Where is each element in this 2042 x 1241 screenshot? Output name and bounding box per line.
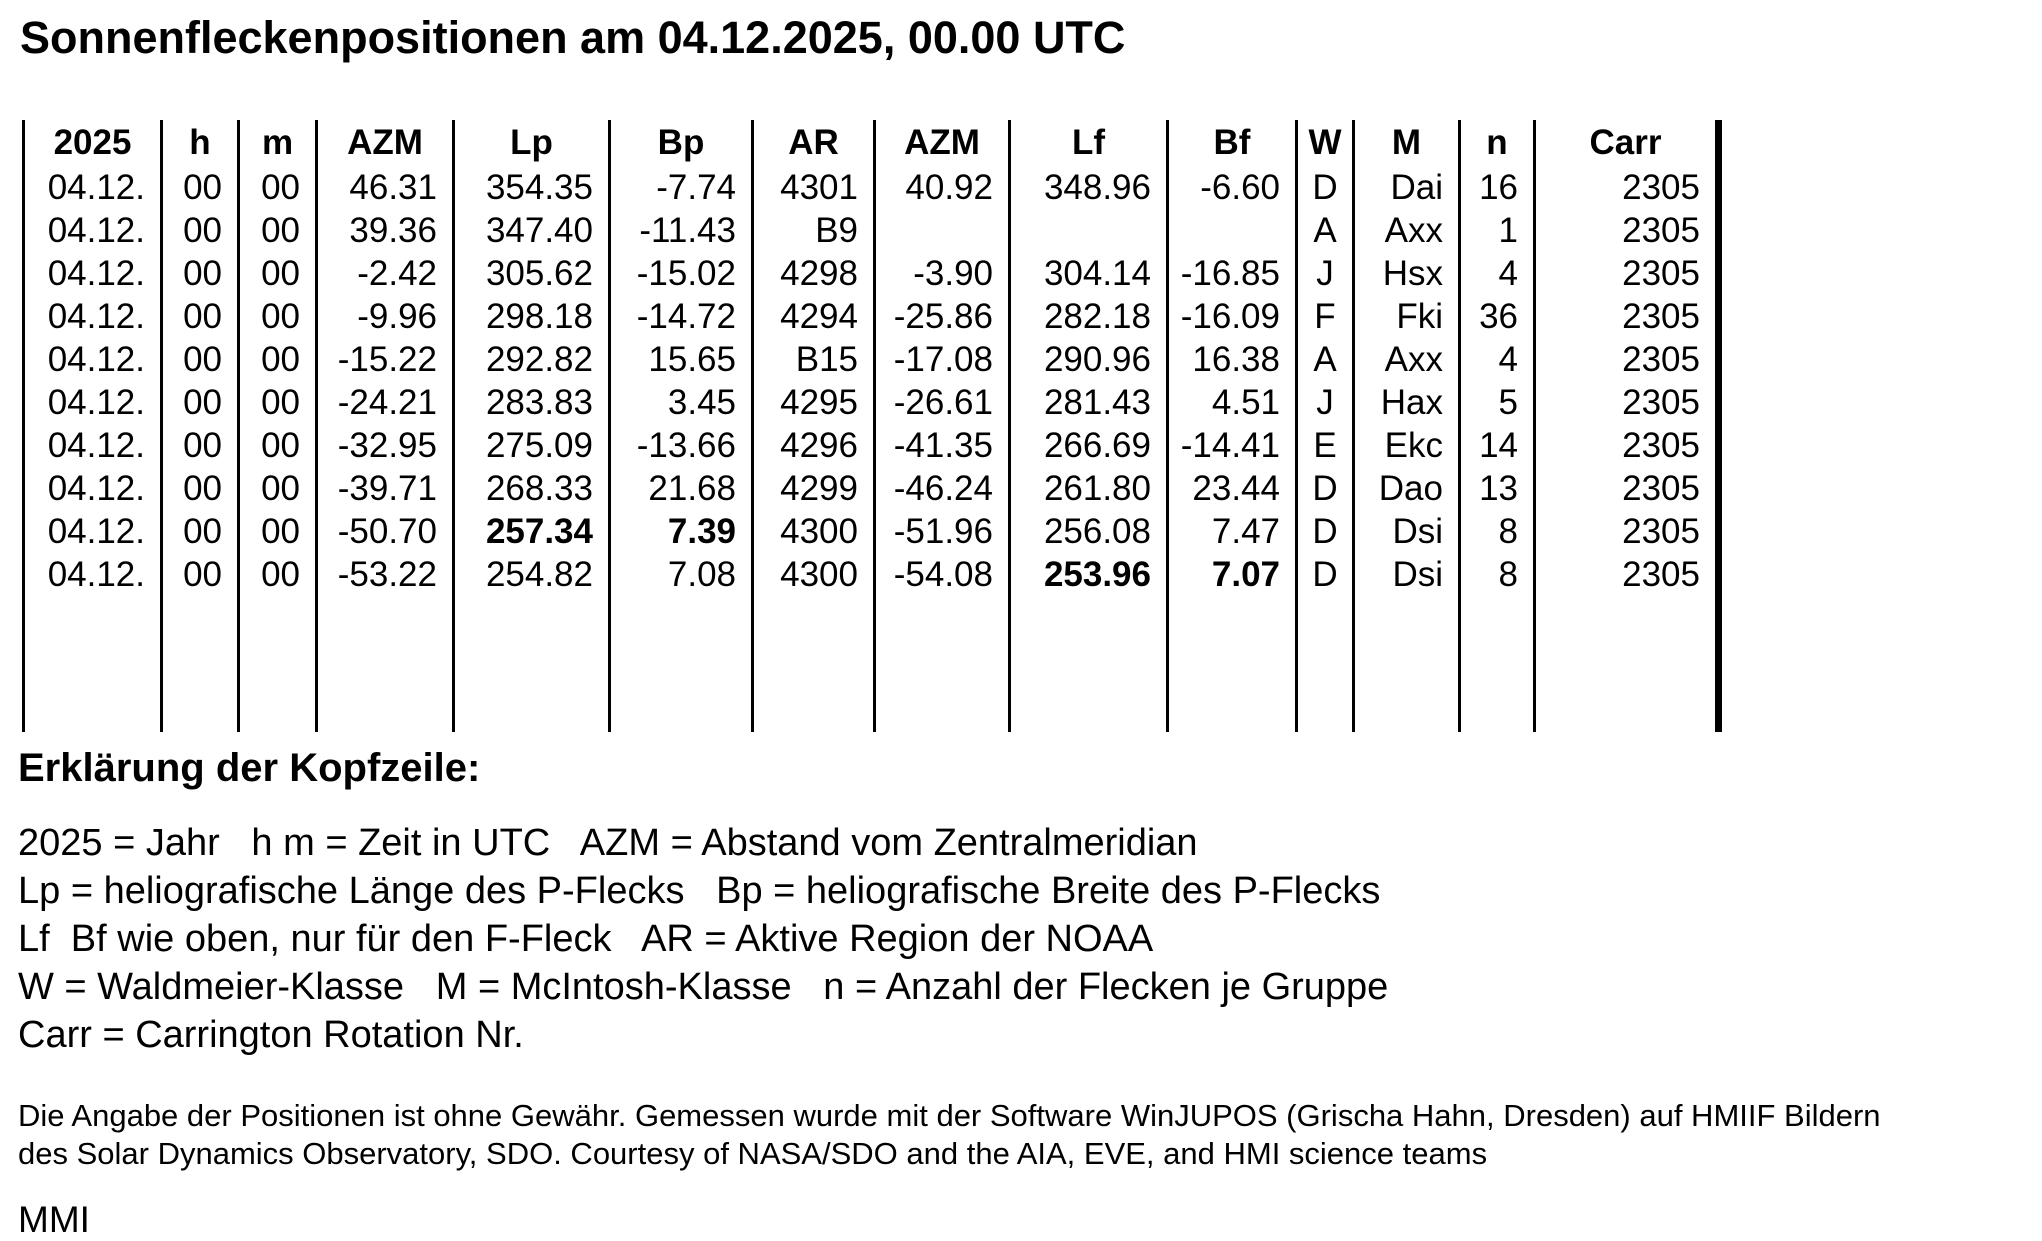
disclaimer-line: Die Angabe der Positionen ist ohne Gewähr. Gemessen wurde mit der Software WinJUPOS (Grischa Hahn, Dresden) auf HMIIF Bildern [18,1098,1881,1133]
table-cell: A [1297,209,1354,252]
table-cell-empty [1535,596,1719,732]
table-cell: 253.96 [1010,553,1168,596]
explanation-line: Lp = heliografische Länge des P-Flecks Bp = heliografische Breite des P-Flecks [18,870,1381,912]
table-cell: 305.62 [454,252,610,295]
table-cell: -41.35 [875,424,1010,467]
table-cell: 40.92 [875,166,1010,209]
table-cell: 4300 [753,510,875,553]
table-cell: 16 [1460,166,1535,209]
table-cell: 00 [239,209,317,252]
table-header-row [24,120,1719,166]
table-row [24,424,1719,467]
table-row [24,467,1719,510]
column-header-2025: 2025 [24,120,162,166]
table-cell: 4 [1460,252,1535,295]
table-cell: 348.96 [1010,166,1168,209]
table-cell: -15.02 [610,252,753,295]
table-cell: 4301 [753,166,875,209]
column-header-m: m [239,120,317,166]
explanation-line: Carr = Carrington Rotation Nr. [18,1014,524,1056]
table-cell: 04.12. [24,295,162,338]
explanation-block [18,819,2042,1059]
table-cell-empty [1010,596,1168,732]
table-cell: 290.96 [1010,338,1168,381]
table-cell: B15 [753,338,875,381]
table-cell [1010,209,1168,252]
table-row [24,338,1719,381]
column-header-w: W [1297,120,1354,166]
table-cell: 00 [239,252,317,295]
table-cell: E [1297,424,1354,467]
table-cell: J [1297,252,1354,295]
table-cell: -46.24 [875,467,1010,510]
table-cell: 261.80 [1010,467,1168,510]
table-cell: 304.14 [1010,252,1168,295]
table-cell: 04.12. [24,209,162,252]
table-cell: -39.71 [317,467,454,510]
table-row [24,381,1719,424]
table-cell: -7.74 [610,166,753,209]
table-cell [875,209,1010,252]
table-cell: D [1297,510,1354,553]
table-cell: 4298 [753,252,875,295]
disclaimer-note [18,1097,2042,1173]
table-cell: 2305 [1535,467,1719,510]
table-cell: -6.60 [1168,166,1297,209]
explanation-line: 2025 = Jahr h m = Zeit in UTC AZM = Abstand vom Zentralmeridian [18,822,1198,864]
table-cell: J [1297,381,1354,424]
table-cell: -53.22 [317,553,454,596]
table-cell: 268.33 [454,467,610,510]
table-cell: 4300 [753,553,875,596]
column-header-h: h [162,120,239,166]
table-cell: Fki [1354,295,1460,338]
table-cell: 16.38 [1168,338,1297,381]
table-cell: 257.34 [454,510,610,553]
table-cell: 7.08 [610,553,753,596]
table-cell: 2305 [1535,553,1719,596]
table-cell: 4294 [753,295,875,338]
table-cell: 00 [239,166,317,209]
table-cell-empty [454,596,610,732]
table-cell: 13 [1460,467,1535,510]
table-cell: -50.70 [317,510,454,553]
table-cell: 00 [162,553,239,596]
table-cell: 15.65 [610,338,753,381]
explanation-heading: Erklärung der Kopfzeile: [18,746,481,790]
table-cell: 7.39 [610,510,753,553]
table-cell: 354.35 [454,166,610,209]
table-cell: 4.51 [1168,381,1297,424]
table-cell: 283.83 [454,381,610,424]
table-cell: 36 [1460,295,1535,338]
table-cell: 266.69 [1010,424,1168,467]
table-cell-empty [1460,596,1535,732]
table-cell-empty [162,596,239,732]
table-cell: Ekc [1354,424,1460,467]
table-cell: -13.66 [610,424,753,467]
table-row [24,553,1719,596]
explanation-line: Lf Bf wie oben, nur für den F-Fleck AR = Aktive Region der NOAA [18,918,1154,960]
table-cell: 254.82 [454,553,610,596]
table-cell: 2305 [1535,295,1719,338]
table-cell: 2305 [1535,209,1719,252]
column-header-carr: Carr [1535,120,1719,166]
table-cell: -17.08 [875,338,1010,381]
column-header-m: M [1354,120,1460,166]
table-cell: 2305 [1535,166,1719,209]
table-cell: 2305 [1535,424,1719,467]
table-cell: 00 [162,295,239,338]
explanation-line: W = Waldmeier-Klasse M = McIntosh-Klasse n = Anzahl der Flecken je Gruppe [18,966,1389,1008]
table-cell: 00 [162,209,239,252]
table-cell: 292.82 [454,338,610,381]
table-cell: 00 [239,381,317,424]
table-cell: 00 [239,510,317,553]
table-cell: -3.90 [875,252,1010,295]
table-cell: 00 [162,510,239,553]
table-cell-empty [239,596,317,732]
table-cell: 4296 [753,424,875,467]
table-cell: -26.61 [875,381,1010,424]
table-cell: 1 [1460,209,1535,252]
column-header-bp: Bp [610,120,753,166]
table-cell: 7.07 [1168,553,1297,596]
table-cell: D [1297,166,1354,209]
table-cell: 00 [162,424,239,467]
table-cell: Hax [1354,381,1460,424]
table-cell: 00 [162,252,239,295]
sunspot-position-table [22,120,1722,732]
table-cell: -2.42 [317,252,454,295]
table-cell: -11.43 [610,209,753,252]
table-cell: 281.43 [1010,381,1168,424]
table-cell: 4295 [753,381,875,424]
column-header-n: n [1460,120,1535,166]
table-cell: -15.22 [317,338,454,381]
table-cell: Dao [1354,467,1460,510]
table-cell: 275.09 [454,424,610,467]
table-cell: -16.85 [1168,252,1297,295]
table-cell-empty [753,596,875,732]
table-cell: 04.12. [24,338,162,381]
table-cell: 00 [239,424,317,467]
table-cell: Dai [1354,166,1460,209]
table-cell: 00 [162,338,239,381]
table-cell: 00 [162,467,239,510]
table-cell: 21.68 [610,467,753,510]
table-cell: 4 [1460,338,1535,381]
table-cell: Hsx [1354,252,1460,295]
table-cell: 3.45 [610,381,753,424]
table-cell: 2305 [1535,252,1719,295]
table-cell: -14.72 [610,295,753,338]
table-row [24,166,1719,209]
table-cell: -32.95 [317,424,454,467]
table-cell: 8 [1460,553,1535,596]
column-header-azm: AZM [317,120,454,166]
table-cell: 04.12. [24,553,162,596]
table-cell: F [1297,295,1354,338]
column-header-bf: Bf [1168,120,1297,166]
table-cell: -54.08 [875,553,1010,596]
disclaimer-line: des Solar Dynamics Observatory, SDO. Courtesy of NASA/SDO and the AIA, EVE, and HMI science teams [18,1136,1488,1171]
table-cell: -9.96 [317,295,454,338]
table-cell: 04.12. [24,166,162,209]
table-cell: 04.12. [24,424,162,467]
table-cell: 04.12. [24,467,162,510]
table-cell: -16.09 [1168,295,1297,338]
table-cell-empty [875,596,1010,732]
table-cell: 00 [239,295,317,338]
column-header-lp: Lp [454,120,610,166]
table-cell: 23.44 [1168,467,1297,510]
table-cell: 00 [162,381,239,424]
table-filler-row [24,596,1719,732]
table-cell: 00 [239,467,317,510]
table-cell: 2305 [1535,338,1719,381]
table-cell: 8 [1460,510,1535,553]
table-cell: Dsi [1354,510,1460,553]
table-cell: 04.12. [24,381,162,424]
table-cell: 256.08 [1010,510,1168,553]
column-header-azm: AZM [875,120,1010,166]
table-cell-empty [1354,596,1460,732]
table-cell: 4299 [753,467,875,510]
table-cell: 04.12. [24,510,162,553]
table-cell: -25.86 [875,295,1010,338]
table-row [24,510,1719,553]
table-cell: -24.21 [317,381,454,424]
table-cell: B9 [753,209,875,252]
table-cell: -14.41 [1168,424,1297,467]
table-cell-empty [610,596,753,732]
table-cell: D [1297,467,1354,510]
table-cell: 04.12. [24,252,162,295]
table-cell: Axx [1354,209,1460,252]
table-cell: 46.31 [317,166,454,209]
column-header-lf: Lf [1010,120,1168,166]
table-cell: 2305 [1535,510,1719,553]
table-cell: 298.18 [454,295,610,338]
table-cell: 7.47 [1168,510,1297,553]
table-cell: 5 [1460,381,1535,424]
column-header-ar: AR [753,120,875,166]
table-cell: 00 [239,338,317,381]
table-cell-empty [1168,596,1297,732]
signature: MMI [18,1199,90,1240]
table-cell: 282.18 [1010,295,1168,338]
table-cell-empty [1297,596,1354,732]
table-cell: 00 [162,166,239,209]
table-cell: 347.40 [454,209,610,252]
table-cell [1168,209,1297,252]
table-row [24,209,1719,252]
table-cell-empty [317,596,454,732]
table-cell: 14 [1460,424,1535,467]
table-cell: A [1297,338,1354,381]
table-row [24,252,1719,295]
table-cell: 39.36 [317,209,454,252]
table-cell: 2305 [1535,381,1719,424]
table-cell-empty [24,596,162,732]
table-row [24,295,1719,338]
table-cell: D [1297,553,1354,596]
table-cell: Axx [1354,338,1460,381]
table-cell: -51.96 [875,510,1010,553]
table-cell: 00 [239,553,317,596]
page-title: Sonnenfleckenpositionen am 04.12.2025, 00.00 UTC [20,12,1126,63]
table-cell: Dsi [1354,553,1460,596]
